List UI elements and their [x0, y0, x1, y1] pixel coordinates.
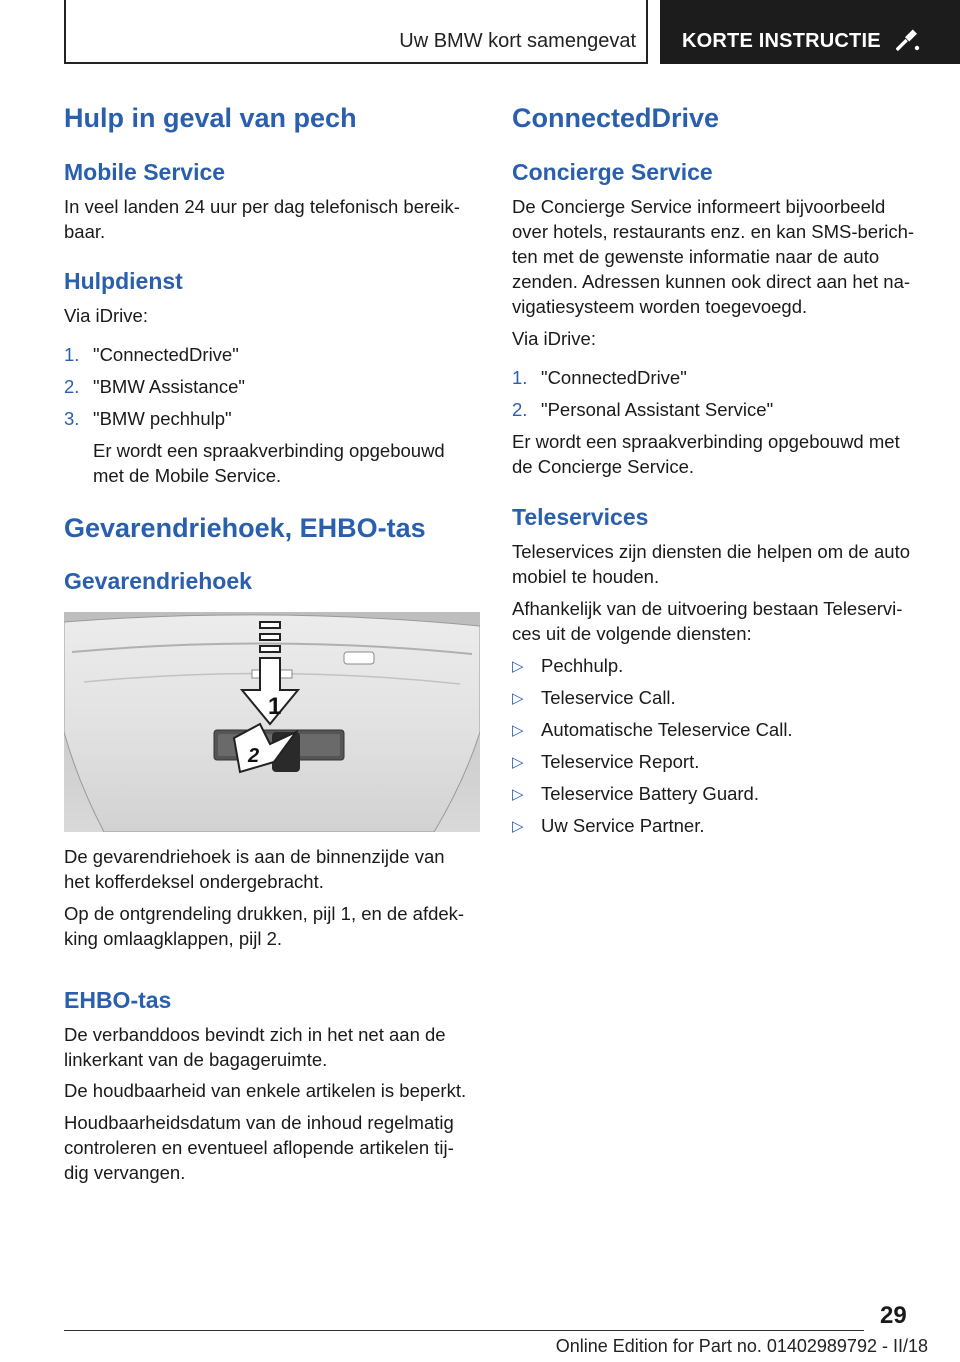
step-text: "BMW pechhulp"	[93, 408, 232, 429]
concierge-result-l1: Er wordt een spraakverbinding opgebouwd met	[512, 431, 900, 452]
bullet-text: Pechhulp.	[541, 655, 624, 676]
triangle-bullet-icon: ▷	[512, 658, 524, 675]
gevarendriehoek-desc1-l1: De gevarendriehoek is aan de binnenzijde van	[64, 846, 445, 867]
ehbo-p2: De houdbaarheid van enkele artikelen is beperkt.	[64, 1080, 467, 1101]
bullet-text: Teleservice Report.	[541, 751, 700, 772]
concierge-text-l4: zenden. Adressen kunnen ook direct aan het na-	[512, 271, 911, 292]
concierge-text-l1: De Concierge Service informeert bijvoorbeeld	[512, 196, 886, 217]
mobile-service-text-l2: baar.	[64, 221, 106, 242]
heading-gevarendriehoek: Gevarendriehoek	[64, 568, 252, 594]
step-number: 1.	[512, 367, 528, 388]
hulpdienst-result-l1: Er wordt een spraakverbinding opgebouwd	[93, 440, 445, 461]
step-number: 3.	[64, 408, 80, 429]
ehbo-p3-l3: dig vervangen.	[64, 1162, 186, 1183]
triangle-bullet-icon: ▷	[512, 722, 524, 739]
ehbo-p1-l2: linkerkant van de bagageruimte.	[64, 1049, 328, 1070]
step-text: "ConnectedDrive"	[541, 367, 687, 388]
hulpdienst-result-l2: met de Mobile Service.	[93, 465, 282, 486]
concierge-text-l3: ten met de gewenste informatie naar de auto	[512, 246, 880, 267]
ehbo-p1-l1: De verbanddoos bevindt zich in het net aan de	[64, 1024, 446, 1045]
triangle-bullet-icon: ▷	[512, 754, 524, 771]
bullet-text: Teleservice Battery Guard.	[541, 783, 759, 804]
teleservices-p2-l1: Afhankelijk van de uitvoering bestaan Teleservi-	[512, 598, 903, 619]
teleservices-p1-l2: mobiel te houden.	[512, 566, 660, 587]
header-section-title: Uw BMW kort samengevat	[399, 30, 636, 52]
hulpdienst-intro: Via iDrive:	[64, 305, 148, 326]
bullet-text: Automatische Teleservice Call.	[541, 719, 793, 740]
section-title-hulp: Hulp in geval van pech	[64, 103, 357, 133]
triangle-bullet-icon: ▷	[512, 690, 524, 707]
heading-concierge: Concierge Service	[512, 159, 713, 185]
figure-label-1: 1	[268, 693, 282, 720]
section-title-gevarendriehoek: Gevarendriehoek, EHBO-tas	[64, 513, 426, 543]
mobile-service-text-l1: In veel landen 24 uur per dag telefonisch bereik-	[64, 196, 460, 217]
bullet-text: Teleservice Call.	[541, 687, 676, 708]
teleservices-p1-l1: Teleservices zijn diensten die helpen om de auto	[512, 541, 910, 562]
footer-edition: Online Edition for Part no. 01402989792 - II/18	[555, 1336, 928, 1356]
step-number: 1.	[64, 344, 80, 365]
concierge-result-l2: de Concierge Service.	[512, 456, 695, 477]
page-number: 29	[880, 1302, 907, 1329]
concierge-text-l5: vigatiesysteem worden toegevoegd.	[512, 296, 808, 317]
step-text: "BMW Assistance"	[93, 376, 245, 397]
heading-ehbo: EHBO-tas	[64, 987, 172, 1013]
bullet-text: Uw Service Partner.	[541, 815, 705, 836]
trunk-lid-illustration	[64, 612, 480, 832]
triangle-bullet-icon: ▷	[512, 786, 524, 803]
ehbo-p3-l2: controleren en eventueel aflopende artikelen tij-	[64, 1137, 454, 1158]
header-tab-label: KORTE INSTRUCTIE	[682, 30, 881, 52]
heading-hulpdienst: Hulpdienst	[64, 268, 183, 294]
gevarendriehoek-desc1-l2: het kofferdeksel ondergebracht.	[64, 871, 324, 892]
step-text: "ConnectedDrive"	[93, 344, 239, 365]
step-text: "Personal Assistant Service"	[541, 399, 774, 420]
heading-teleservices: Teleservices	[512, 504, 649, 530]
heading-mobile-service: Mobile Service	[64, 159, 226, 185]
section-title-connecteddrive: ConnectedDrive	[512, 103, 720, 133]
triangle-bullet-icon: ▷	[512, 818, 524, 835]
ehbo-p3-l1: Houdbaarheidsdatum van de inhoud regelmatig	[64, 1112, 454, 1133]
teleservices-p2-l2: ces uit de volgende diensten:	[512, 623, 752, 644]
step-number: 2.	[64, 376, 80, 397]
header-tab[interactable]	[660, 0, 960, 64]
footer-divider	[64, 1330, 864, 1331]
concierge-intro: Via iDrive:	[512, 328, 596, 349]
gevarendriehoek-desc2-l1: Op de ontgrendeling drukken, pijl 1, en de afdek-	[64, 903, 465, 924]
step-number: 2.	[512, 399, 528, 420]
trunk-lid-figure	[64, 612, 480, 832]
figure-label-2: 2	[248, 745, 260, 767]
gevarendriehoek-desc2-l2: king omlaagklappen, pijl 2.	[64, 928, 283, 949]
concierge-text-l2: over hotels, restaurants enz. en kan SMS-berich-	[512, 221, 915, 242]
wrench-hammer-icon	[896, 28, 922, 54]
